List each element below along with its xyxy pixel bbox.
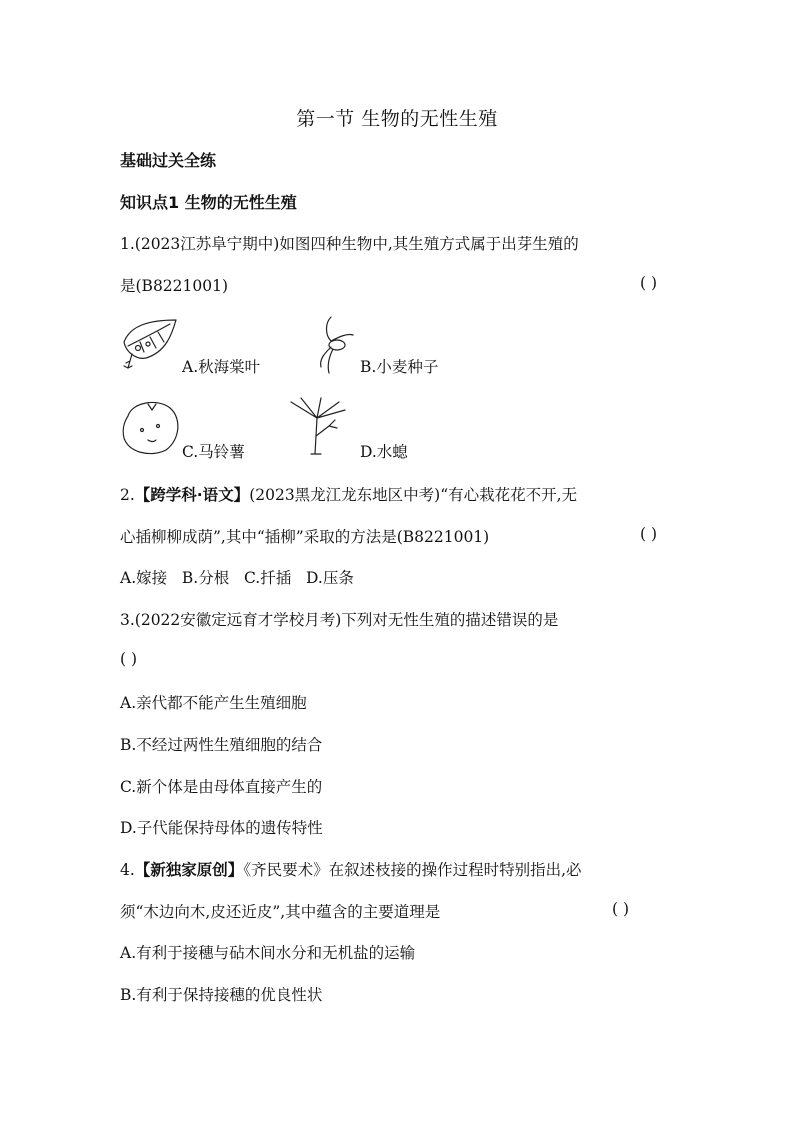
section-heading: 基础过关全练 xyxy=(120,151,217,170)
q3-option-c: C.新个体是由母体直接产生的 xyxy=(120,778,323,796)
q1-line2: 是(B8221001) xyxy=(120,277,229,295)
q2-tag: 【跨学科·语文】 xyxy=(134,486,250,504)
begonia-leaf-icon xyxy=(118,316,180,372)
q2-line2: 心插柳柳成荫”,其中“插柳”采取的方法是(B8221001) xyxy=(120,528,490,546)
q1-option-c: C.马铃薯 xyxy=(182,443,245,461)
q4-line1-text: 《齐民要术》在叙述枝接的操作过程时特别指出,必 xyxy=(243,861,582,879)
hydra-icon xyxy=(285,396,351,458)
q4-number: 4. xyxy=(120,861,135,879)
q1-option-a: A.秋海棠叶 xyxy=(182,358,261,376)
q1-option-b: B.小麦种子 xyxy=(360,358,439,376)
q4-option-a: A.有利于接穗与砧木间水分和无机盐的运输 xyxy=(120,944,416,962)
q4-option-b: B.有利于保持接穗的优良性状 xyxy=(120,986,323,1004)
q3-option-d: D.子代能保持母体的遗传特性 xyxy=(120,819,323,837)
q4-tag: 【新独家原创】 xyxy=(134,861,244,879)
q2-line1 xyxy=(120,483,577,505)
potato-icon xyxy=(118,396,184,458)
q2-answer-bracket: ( ) xyxy=(640,525,658,543)
q1-answer-bracket: ( ) xyxy=(640,274,658,292)
q3-option-a: A.亲代都不能产生生殖细胞 xyxy=(120,694,307,712)
q3-line1: 3.(2022安徽定远育才学校月考)下列对无性生殖的描述错误的是 xyxy=(120,611,559,629)
q1-line1: 1.(2023江苏阜宁期中)如图四种生物中,其生殖方式属于出芽生殖的 xyxy=(120,235,579,253)
q3-answer-bracket: ( ) xyxy=(120,650,138,668)
q2-options: A.嫁接 B.分根 C.扦插 D.压条 xyxy=(120,569,354,587)
q4-answer-bracket: ( ) xyxy=(612,900,630,918)
q3-option-b: B.不经过两性生殖细胞的结合 xyxy=(120,736,323,754)
q4-line2: 须“木边向木,皮还近皮”,其中蕴含的主要道理是 xyxy=(120,903,441,921)
topic-heading: 知识点1 生物的无性生殖 xyxy=(120,193,297,212)
page-title: 第一节 生物的无性生殖 xyxy=(296,108,498,130)
q4-line1 xyxy=(120,858,582,880)
q1-option-d: D.水螅 xyxy=(360,443,408,461)
wheat-seed-icon xyxy=(305,313,357,377)
q2-line1-text: (2023黑龙江龙东地区中考)“有心栽花花不开,无 xyxy=(249,486,578,504)
q2-number: 2. xyxy=(120,486,135,504)
